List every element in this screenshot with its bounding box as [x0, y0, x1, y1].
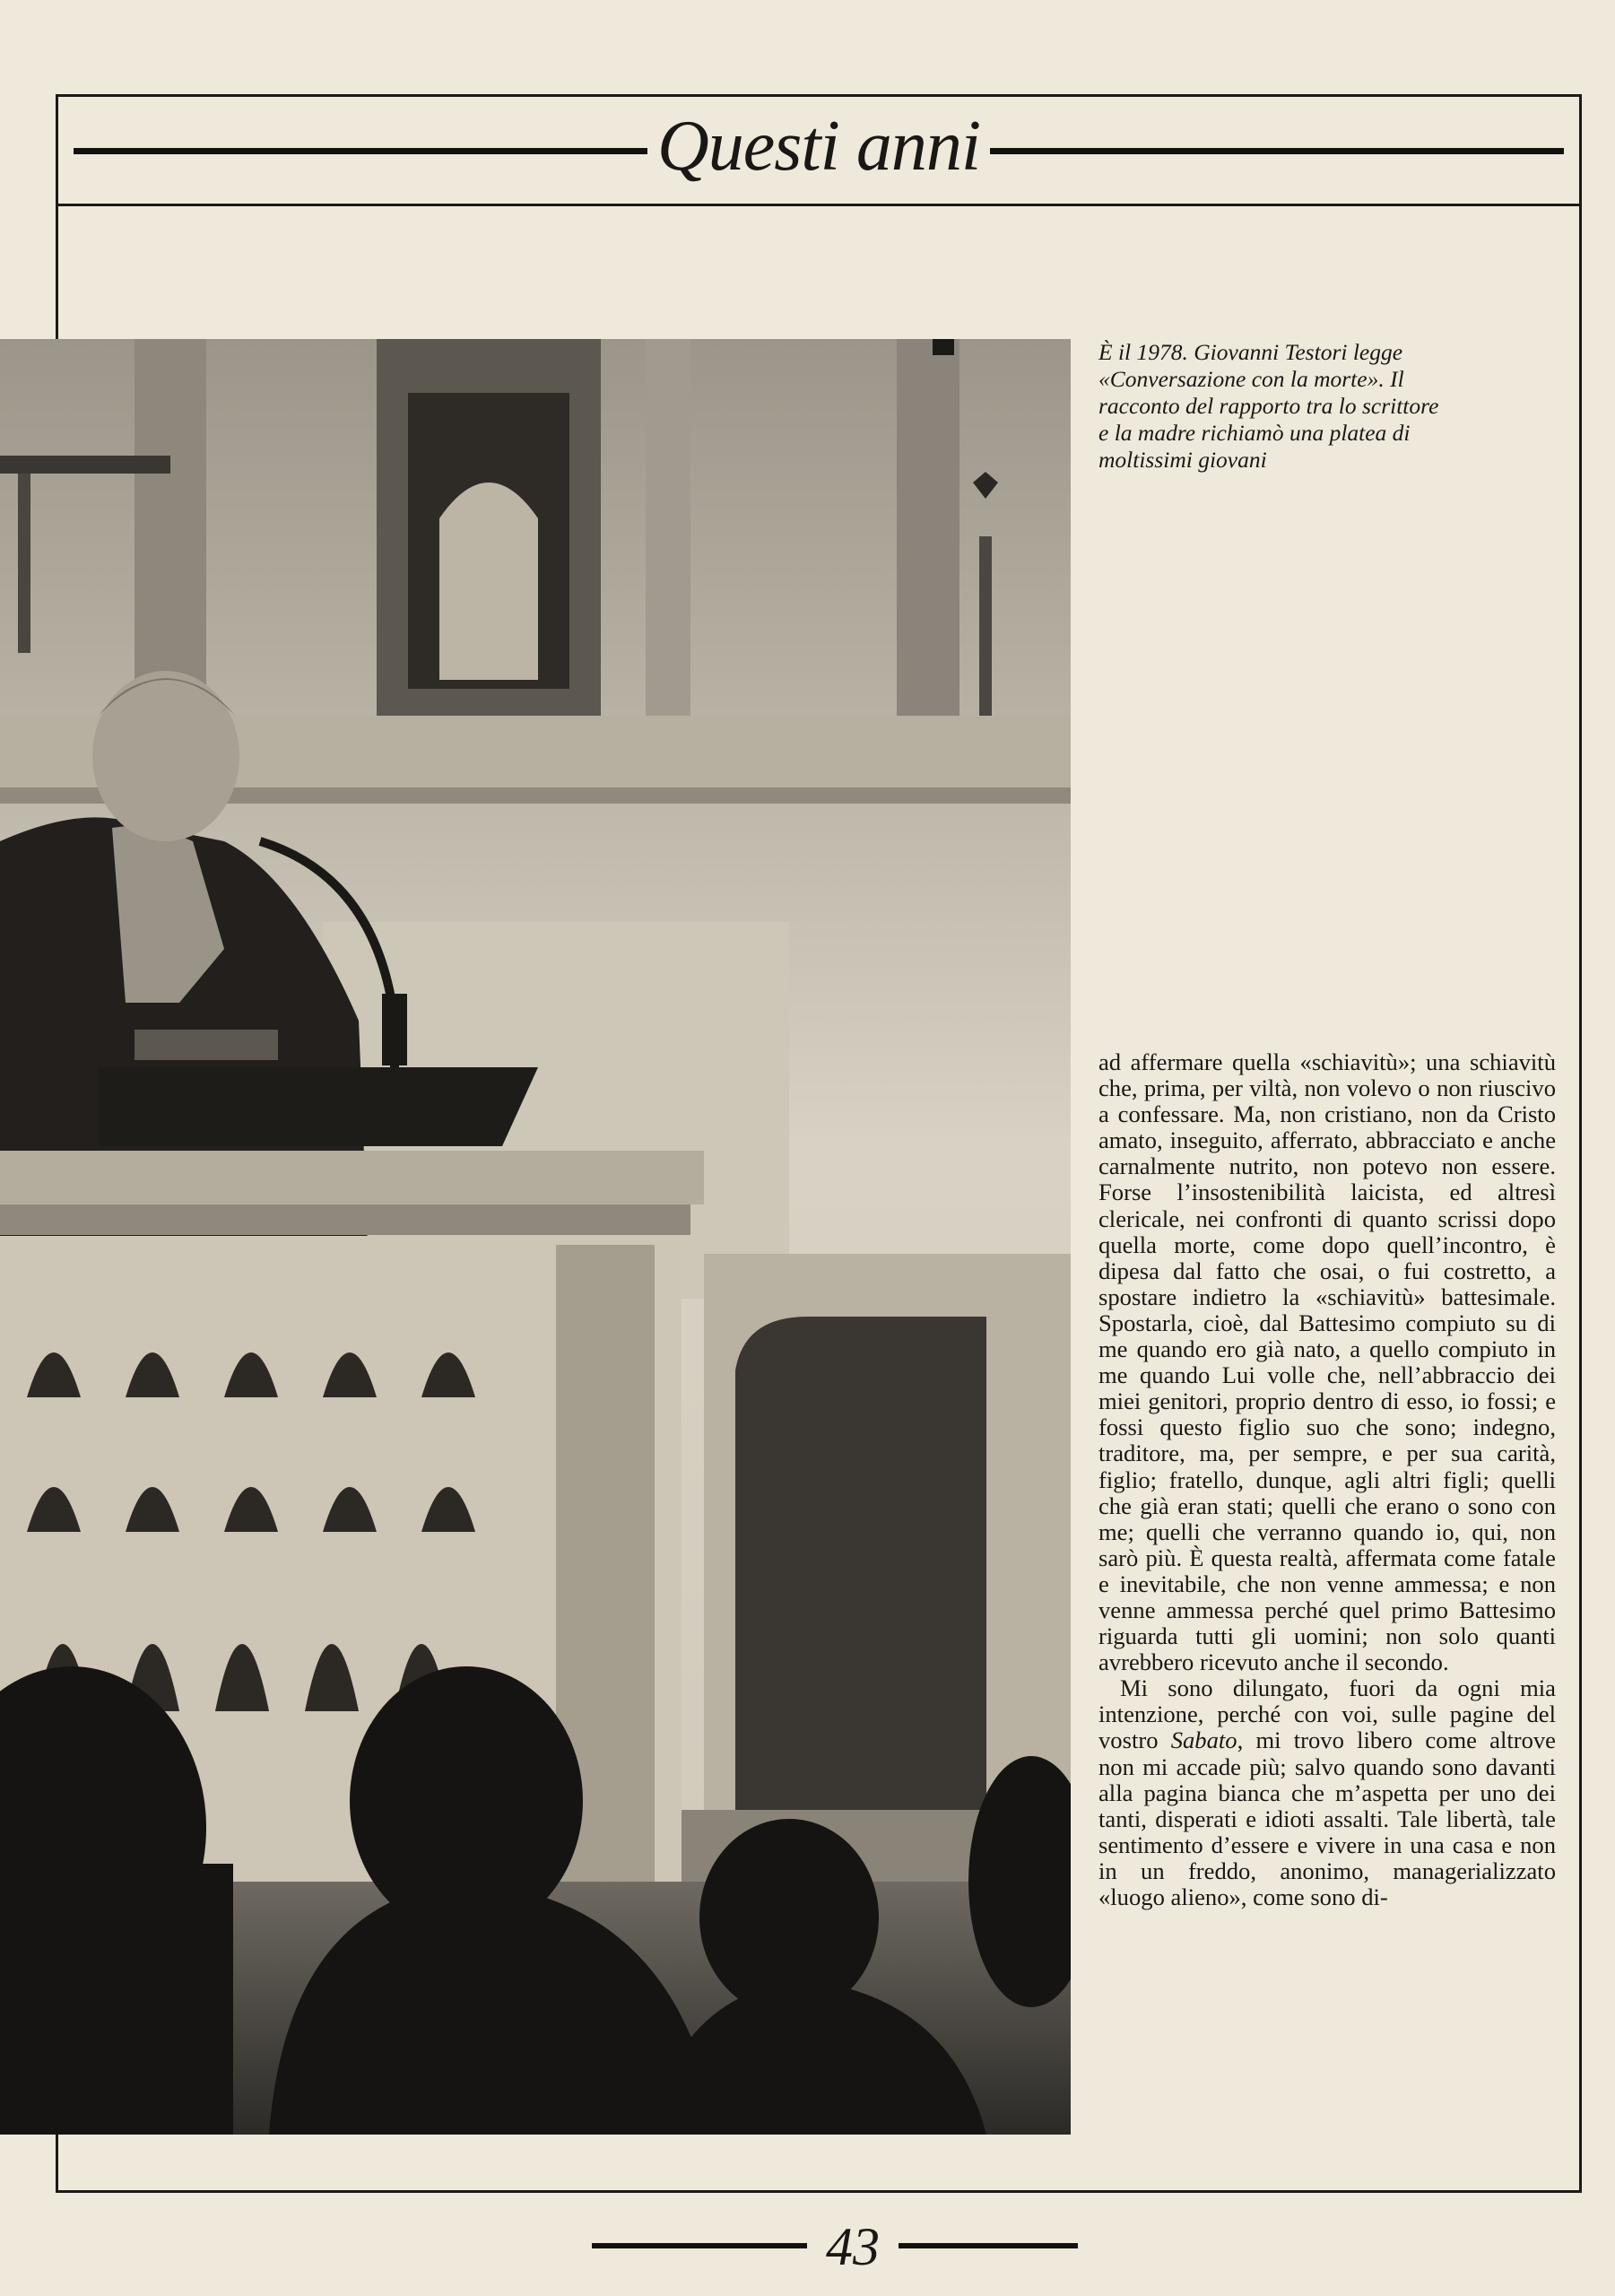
header-rule-right	[990, 148, 1564, 154]
page-footer	[592, 2211, 1078, 2283]
article-paragraph: ad affermare quella «schiavitù»; una schiavitù che, prima, per viltà, non volevo o non riuscivo a confessare. Ma, non cristiano, non da Cristo amato, inseguito, afferrato, abbracciato e anche carnalmente nutrito, non potevo non essere. Forse l’insostenibilità laicista, ed altresì clericale, nei confronti di quanto scrissi dopo quella morte, come dopo quell’incontro, è dipesa dal fatto che osai, o fui costretto, a spostare indietro la «schiavitù» battesimale. Spostarla, cioè, dal Battesimo compiuto su di me quando ero già nato, a quello compiuto in me quando Lui volle che, nell’abbraccio dei miei genitori, proprio dentro di esso, io fossi; e fossi questo figlio suo che sono; indegno, traditore, ma, per sempre, e per sua carità, figlio; fratello, dunque, agli altri figli; quelli che già eran stati; quelli che erano o sono con me; quelli che verranno quando io, qui, non sarò più. È questa realtà, affermata come fatale e inevitabile, che non venne ammessa; e non venne ammessa perché quel primo Battesimo riguarda tutti gli uomini; non solo quanti avrebbero ricevuto anche il secondo.	[1098, 1048, 1556, 1676]
article-photo	[0, 339, 1071, 2135]
article-text: , mi trovo libero come altrove non mi accade più; salvo quando sono davanti alla pagina bianca che m’aspetta per uno dei tanti, disperati e idioti assalti. Tale libertà, tale sentimento d’essere e vivere in una casa e non in un freddo, anonimo, managerializzato «luogo alieno», come sono di-	[1098, 1726, 1556, 1910]
photo-caption: È il 1978. Giovanni Testori legge «Conversazione con la morte». Il racconto del rapporto tra lo scrittore e la madre richiamò una platea di moltissimi giovani	[1098, 339, 1439, 473]
footer-rule-right	[899, 2243, 1078, 2248]
section-header	[56, 94, 1582, 206]
page-number: 43	[826, 2217, 880, 2276]
article-paragraph	[1098, 1675, 1556, 1910]
header-rule-left	[74, 148, 647, 154]
article-text: Mi sono dilungato, fuori da ogni mia intenzione, perché con voi, sulle pagine del vostro	[1098, 1674, 1556, 1754]
footer-rule-left	[592, 2243, 807, 2248]
magazine-title: Sabato	[1170, 1726, 1237, 1754]
article-body	[1098, 1049, 1556, 1910]
section-title: Questi anni	[656, 107, 981, 186]
